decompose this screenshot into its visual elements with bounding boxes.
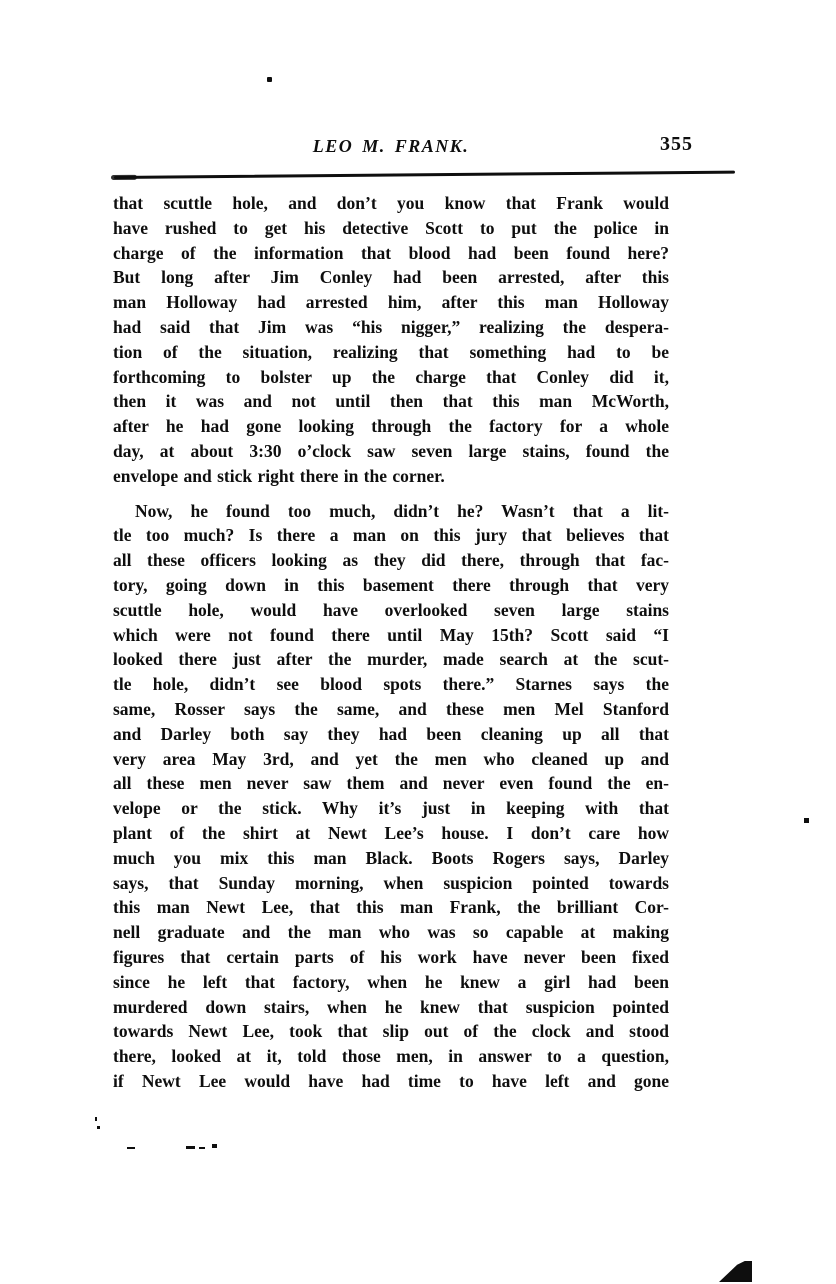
scan-speck bbox=[97, 1126, 100, 1129]
text-line: charge of the information that blood had been found here? bbox=[113, 242, 669, 263]
page-number: 355 bbox=[660, 133, 693, 155]
text-line: much you mix this man Black. Boots Rogers says, Darley bbox=[113, 847, 669, 868]
text-line: all these men never saw them and never even found the en- bbox=[113, 773, 669, 794]
page-corner-artifact bbox=[719, 1261, 752, 1282]
scan-speck bbox=[267, 77, 272, 82]
text-line: velope or the stick. Why it’s just in keeping with that bbox=[113, 798, 669, 819]
text-line: very area May 3rd, and yet the men who cleaned up and bbox=[113, 748, 669, 769]
text-line: after he had gone looking through the factory for a whole bbox=[113, 416, 669, 437]
scan-mark bbox=[199, 1147, 205, 1149]
scan-mark bbox=[186, 1146, 195, 1149]
text-line: since he left that factory, when he knew a girl had been bbox=[113, 971, 669, 992]
text-line: there, looked at it, told those men, in answer to a question, bbox=[113, 1046, 669, 1067]
text-line: tory, going down in this basement there through that very bbox=[113, 574, 669, 595]
text-line: plant of the shirt at Newt Lee’s house. I don’t care how bbox=[113, 822, 669, 843]
text-line: have rushed to get his detective Scott to put the police in bbox=[113, 217, 669, 238]
text-line: scuttle hole, would have overlooked seven large stains bbox=[113, 599, 669, 620]
text-line: nell graduate and the man who was so capable at making bbox=[113, 922, 669, 943]
text-line: envelope and stick right there in the corner. bbox=[113, 465, 445, 486]
text-line: tion of the situation, realizing that something had to be bbox=[113, 341, 669, 362]
text-line: towards Newt Lee, took that slip out of the clock and stood bbox=[113, 1021, 669, 1042]
text-line: murdered down stairs, when he knew that suspicion pointed bbox=[113, 996, 669, 1017]
header-rule bbox=[114, 171, 735, 179]
text-line: tle too much? Is there a man on this jury that believes that bbox=[113, 525, 669, 546]
text-line: forthcoming to bolster up the charge that Conley did it, bbox=[113, 366, 669, 387]
text-line: figures that certain parts of his work have never been fixed bbox=[113, 946, 669, 967]
text-line: that scuttle hole, and don’t you know that Frank would bbox=[113, 193, 669, 213]
text-line: looked there just after the murder, made search at the scut- bbox=[113, 649, 669, 670]
scan-speck bbox=[95, 1117, 97, 1121]
text-line: then it was and not until then that this man McWorth, bbox=[113, 391, 669, 412]
body-text bbox=[113, 191, 669, 1094]
scan-speck bbox=[804, 818, 809, 823]
text-line: had said that Jim was “his nigger,” realizing the despera- bbox=[113, 316, 669, 337]
text-line: Now, he found too much, didn’t he? Wasn’t that a lit- bbox=[135, 500, 669, 521]
text-line: which were not found there until May 15th? Scott said “I bbox=[113, 624, 669, 645]
text-line: man Holloway had arrested him, after this man Holloway bbox=[113, 292, 669, 313]
text-line: all these officers looking as they did there, through that fac- bbox=[113, 550, 669, 571]
text-line: says, that Sunday morning, when suspicion pointed towards bbox=[113, 872, 669, 893]
text-line: same, Rosser says the same, and these men Mel Stanford bbox=[113, 698, 669, 719]
running-head-title: LEO M. FRANK. bbox=[312, 136, 470, 156]
text-line: if Newt Lee would have had time to have left and gone bbox=[113, 1070, 669, 1091]
text-line: day, at about 3:30 o’clock saw seven large stains, found the bbox=[113, 440, 669, 461]
paragraph bbox=[113, 499, 669, 1094]
text-line: tle hole, didn’t see blood spots there.” Starnes says the bbox=[113, 674, 669, 695]
text-line: and Darley both say they had been cleaning up all that bbox=[113, 723, 669, 744]
scan-mark bbox=[212, 1144, 217, 1148]
scan-mark bbox=[127, 1147, 135, 1149]
text-line: this man Newt Lee, that this man Frank, the brilliant Cor- bbox=[113, 897, 669, 918]
paragraph bbox=[113, 191, 669, 489]
text-line: But long after Jim Conley had been arrested, after this bbox=[113, 267, 669, 288]
